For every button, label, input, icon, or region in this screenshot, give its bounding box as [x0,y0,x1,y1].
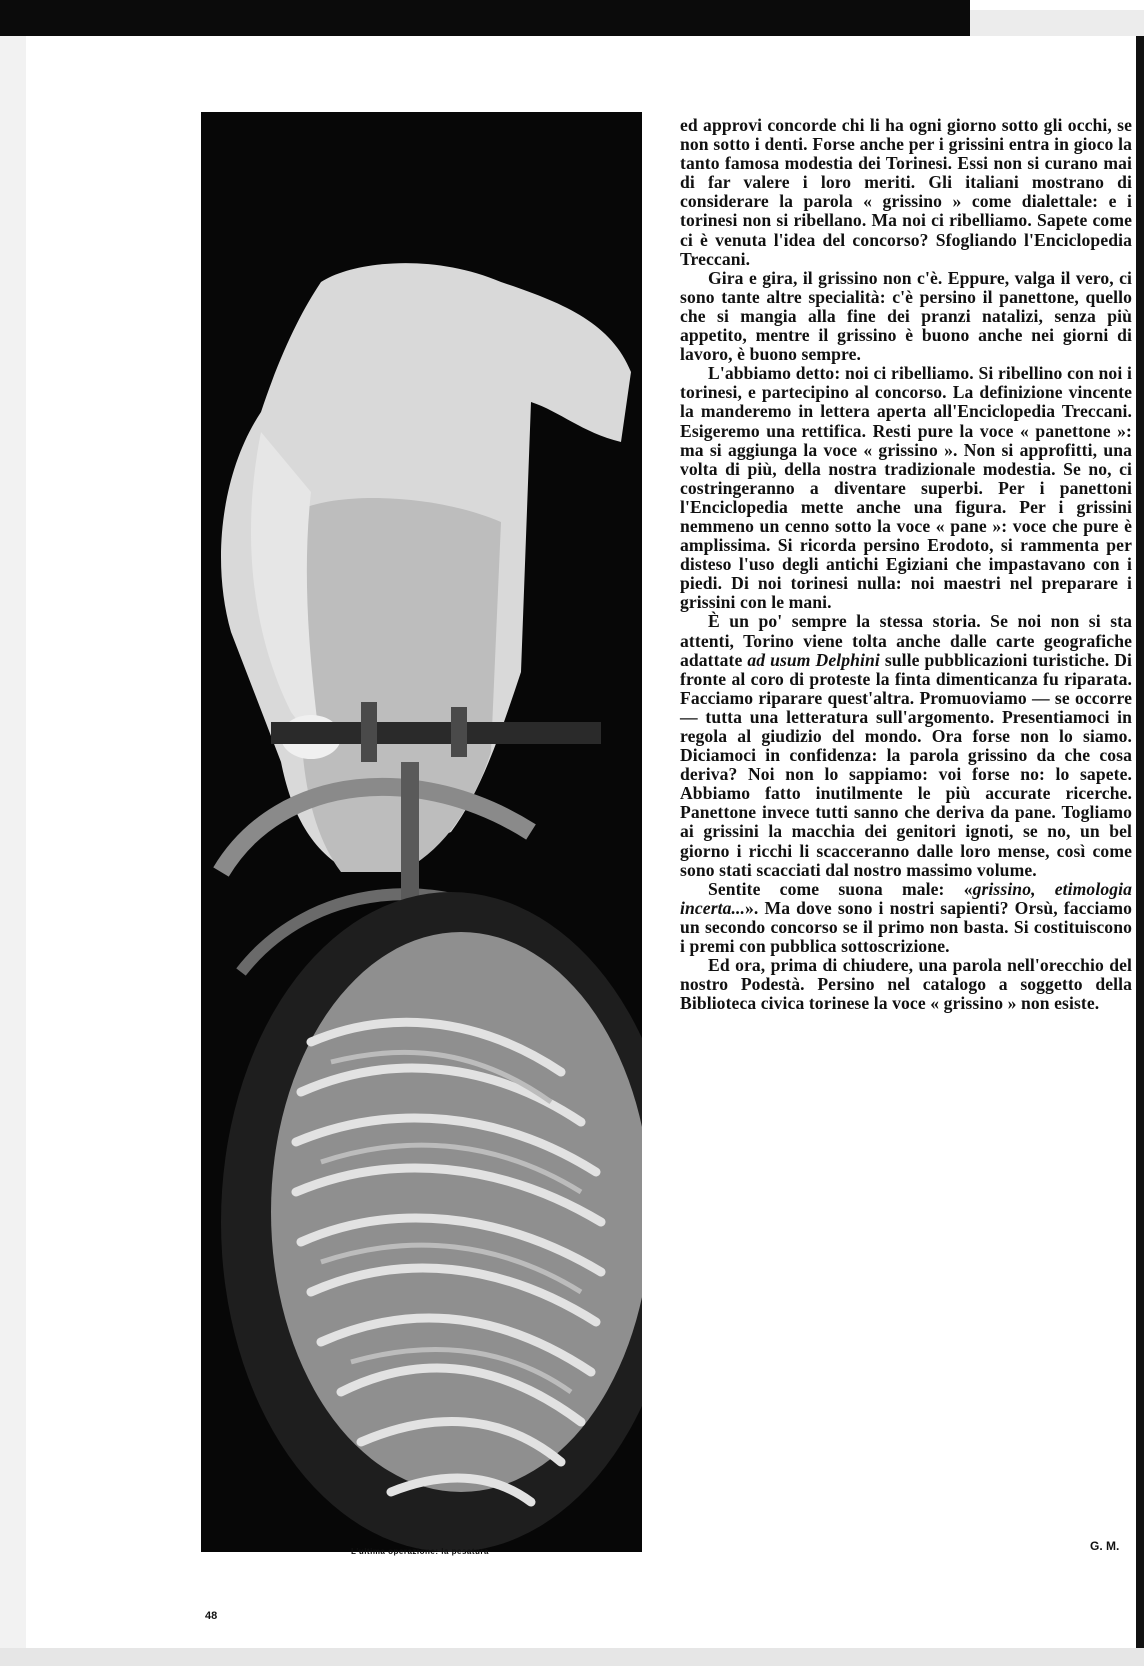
scan-border-top [0,0,970,36]
baker-weighing-grissini-illustration [201,112,642,1552]
photo-caption: L'ultima operazione: la pesatura [351,1547,489,1556]
scan-border-right [1136,36,1144,1666]
paragraph-2: Gira e gira, il grissino non c'è. Eppure, valga il vero, ci sono tante altre specialità: c'è persino il panettone, quello che si mangia alla fine dei pranzi natalizi, senza più appetito, mentre il grissino è buono anche nei giorni di lavoro, è buono sempre. [680,267,1132,365]
scan-border-bottom [0,1648,1144,1666]
paragraph-4-text-b: sulle pubblicazioni turistiche. Di fronte al coro di proteste la finta dimenticanza fu riparata. Facciamo riparare quest'altra. Promuoviamo — se occorre — tutta una letteratura sull'argomento. Presentiamoci in regola al giudizio del mondo. Ora forse non lo siamo. Diciamoci in confidenza: la parola grissino da che cosa deriva? Noi non lo sappiamo: voi forse no: lo sapete. Abbiamo fatto inutilmente le più accurate ricerche. Panettone invece tutti sanno che deriva da pane. Togliamo ai grissini la macchia dei genitori ignoti, se no, un bel giorno i ricchi li scacceranno dalle loro mense, così come sono stati scacciati dal nostro massimo volume. [680,649,1133,880]
paragraph-4 [680,612,1132,879]
grissini-photo [201,112,642,1552]
paragraph-5 [680,880,1132,956]
scan-border-left [0,36,26,1666]
paragraph-1: ed approvi concorde chi li ha ogni giorno sotto gli occhi, se non sotto i denti. Forse anche per i grissini entra in gioco la tanto famosa modestia dei Torinesi. Essi non si curano mai di far valere i loro meriti. Gli italiani mostrano di considerare la parola « grissino » come dialettale: e i torinesi non si ribellano. Ma noi ci ribelliamo. Sapete come ci è venuta l'idea del concorso? Sfogliando l'Enciclopedia Treccani. [680,115,1132,269]
paragraph-3: L'abbiamo detto: noi ci ribelliamo. Si ribellino con noi i torinesi, e partecipino al concorso. La definizione vincente la manderemo in lettera aperta all'Enciclopedia Treccani. Esigeremo una rettifica. Resti pure la voce « panettone »: ma si aggiunga la voce « grissino ». Non si approfitti, una volta di più, della nostra tradizionale modestia. Se no, ci costringeranno a diventare superbi. Per i panettoni l'Enciclopedia mette anche una figura. Per i grissini nemmeno un cenno sotto la voce « pane »: voce che pure è amplissima. Si ricorda persino Erodoto, si rammenta per disteso l'uso degli antichi Egiziani che impastavano con i piedi. Di noi torinesi nulla: noi maestri nel preparare i grissini con le mani. [680,363,1132,613]
paragraph-4-italic: ad usum Delphini [747,649,880,670]
paragraph-5-text-b: ». Ma dove sono i nostri sapienti? Orsù, facciamo un secondo concorso se il primo non basta. Si costituiscono i premi con pubblica sottoscrizione. [680,897,1132,957]
article-body [680,116,1132,1013]
page-number: 48 [205,1610,218,1622]
paragraph-4-text-a: È un po' sempre la stessa storia. Se noi non si sta attenti, Torino viene tolta anche dalle carte geografiche adattate [680,611,1132,670]
author-signature: G. M. [1090,1539,1120,1553]
scan-border-top-right [970,10,1144,36]
paragraph-5-text-a: Sentite come suona male: « [708,878,973,899]
paragraph-5-italic: grissino, etimologia incerta... [680,878,1132,918]
paragraph-6: Ed ora, prima di chiudere, una parola nell'orecchio del nostro Podestà. Persino nel catalogo a soggetto della Biblioteca civica torinese la voce « grissino » non esiste. [680,955,1132,1014]
